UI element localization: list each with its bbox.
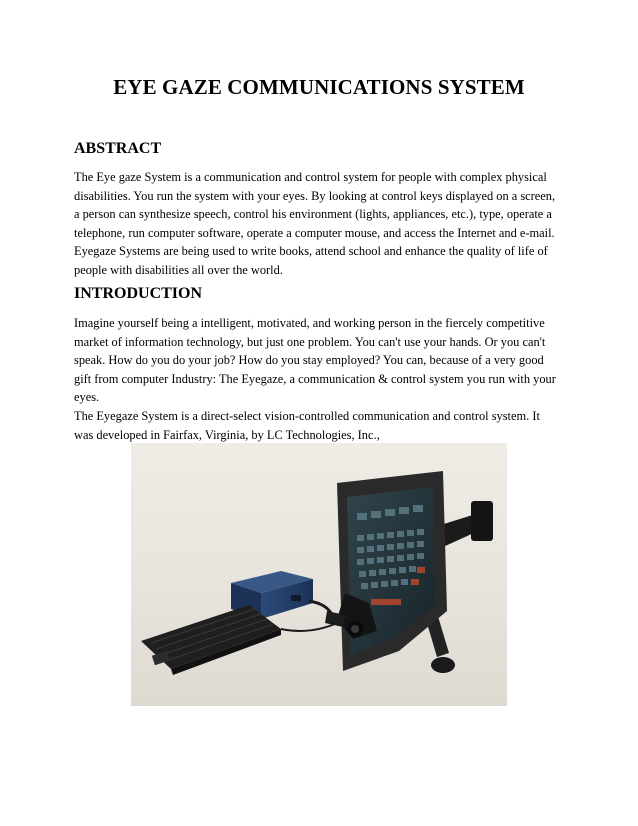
document-title: EYE GAZE COMMUNICATIONS SYSTEM [113, 75, 525, 99]
abstract-paragraph: The Eye gaze System is a communication and control system for people with complex physical disabilities. You run the system with your eyes. By looking at control keys displayed on a screen, a person can synthesize speech, control his environment (lights, appliances, etc.), type, operate a telephone, run computer software, operate a computer mouse, and access the Internet and e-mail. Eyegaze Systems are being used to write books, attend school and enhance the quality of life of people with disabilities all over the world. [74, 170, 556, 277]
eyegaze-system-photo [131, 443, 507, 706]
eyegaze-system-illustration [131, 443, 507, 706]
abstract-heading: ABSTRACT [74, 140, 162, 157]
introduction-heading: INTRODUCTION [74, 285, 203, 302]
introduction-paragraph: Imagine yourself being a intelligent, motivated, and working person in the fiercely competitive market of information technology, but just one problem. You can't use your hands. Or you can't speak. How do you do your job? How do you stay employed? You can, because of a very good gift from computer Industry: The Eyegaze, a communication & control system you run with your eyes. The Eyegaze System is a direct-select vision-controlled communication and control system. It was developed in Fairfax, Virginia, by LC Technologies, Inc., [74, 316, 556, 442]
